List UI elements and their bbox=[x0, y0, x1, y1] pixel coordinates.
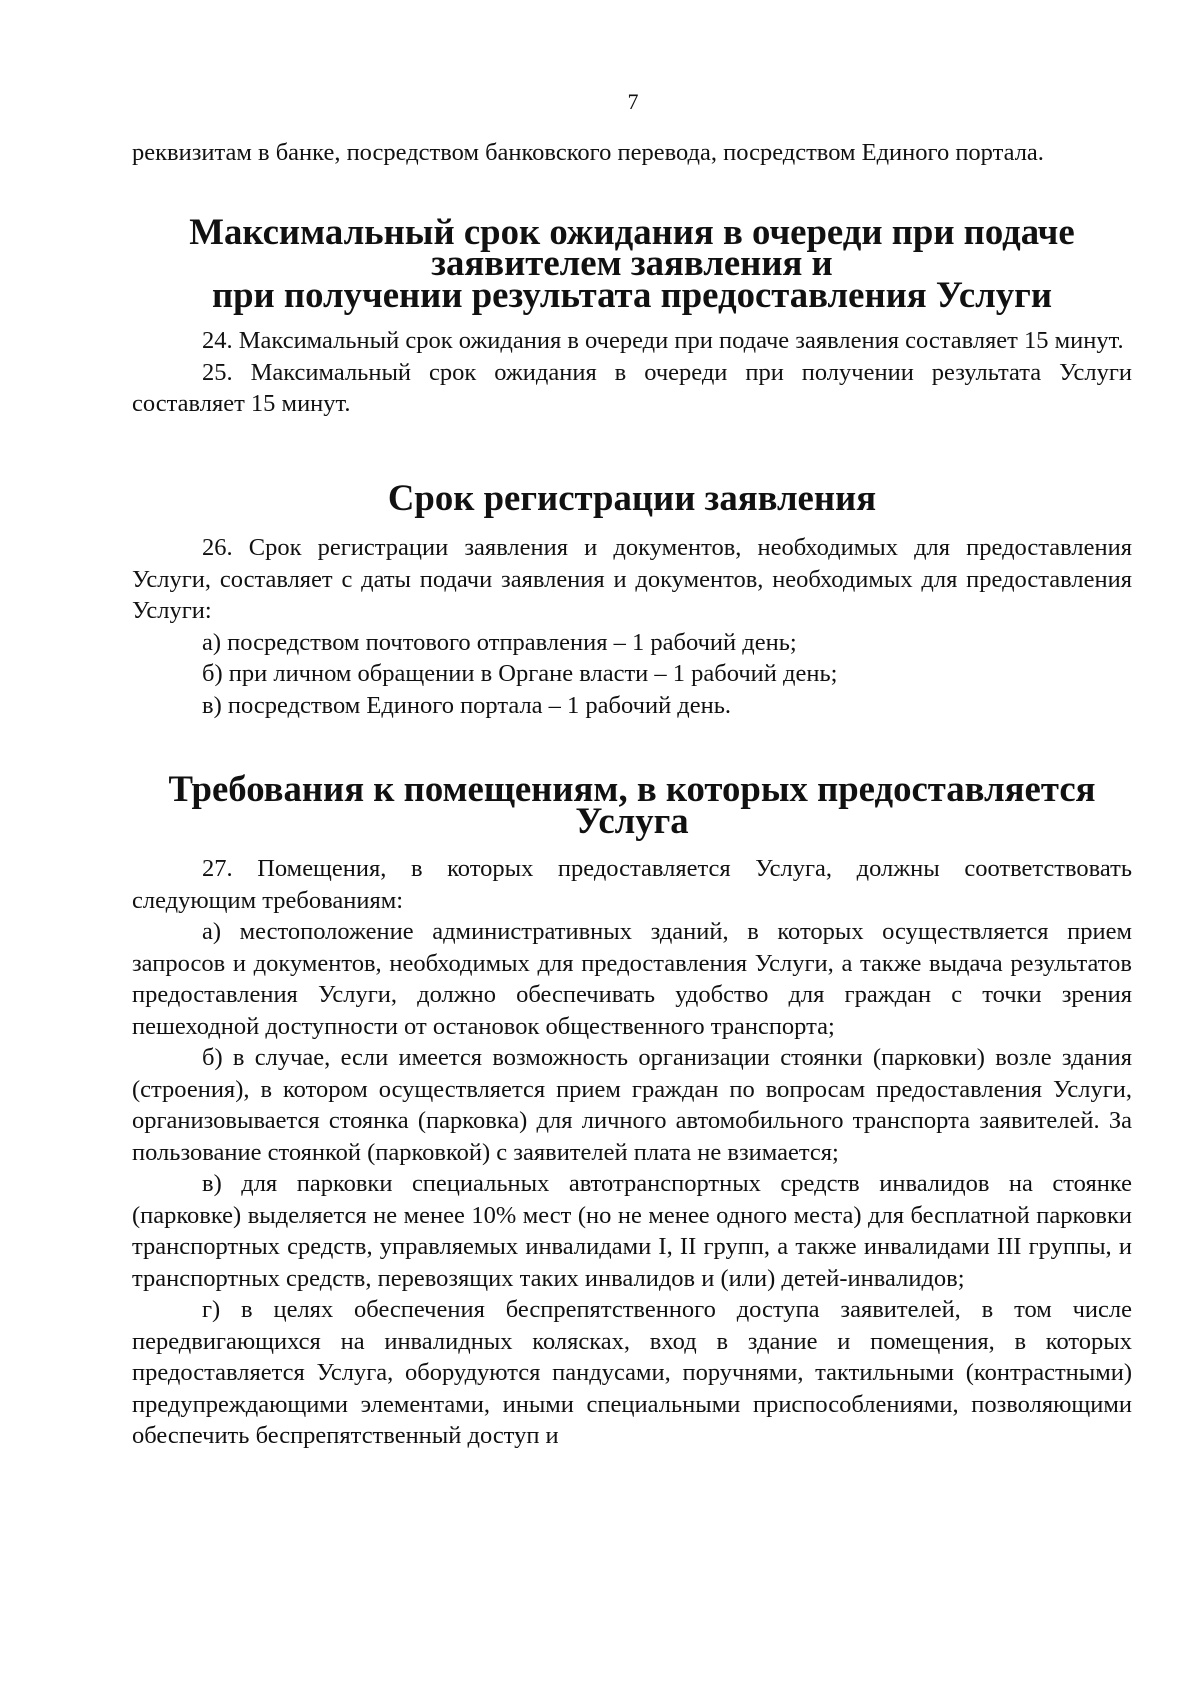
paragraph-27b: б) в случае, если имеется возможность организации стоянки (парковки) возле здания (строения), в котором осуществляется прием граждан по вопросам предоставления Услуги, организовывается стоянка (парковка) для личного автомобильного транспорта заявителей. За пользование стоянкой (парковкой) с заявителей плата не взимается; bbox=[132, 1044, 1132, 1166]
heading-line: Максимальный срок ожидания в очереди при подаче заявителем заявления и bbox=[189, 210, 1075, 283]
paragraph-27: 27. Помещения, в которых предоставляется Услуга, должны соответствовать следующим требованиям: bbox=[132, 855, 1132, 914]
page-number: 7 bbox=[627, 89, 639, 114]
list-item-26a: а) посредством почтового отправления – 1 рабочий день; bbox=[202, 628, 797, 656]
heading-premises-requirements: Требования к помещениям, в которых предоставляется Услуга bbox=[168, 768, 1096, 841]
intro-paragraph: реквизитам в банке, посредством банковского перевода, посредством Единого портала. bbox=[132, 139, 1044, 166]
list-item-26v: в) посредством Единого портала – 1 рабочий день. bbox=[202, 691, 732, 719]
paragraph-25: 25. Максимальный срок ожидания в очереди при получении результата Услуги составляет 15 минут. bbox=[132, 358, 1132, 417]
heading-registration-term: Срок регистрации заявления bbox=[387, 476, 877, 518]
paragraph-24: 24. Максимальный срок ожидания в очереди при подаче заявления составляет 15 минут. bbox=[202, 327, 1124, 354]
document-body bbox=[132, 137, 1132, 1452]
list-item-26b: б) при личном обращении в Органе власти – 1 рабочий день; bbox=[202, 660, 838, 687]
paragraph-27g: г) в целях обеспечения беспрепятственного доступа заявителей, в том числе передвигающихся на инвалидных колясках, вход в здание и помещения, в которых предоставляется Услуга, оборудуются пандусами, поручнями, тактильными (контрастными) предупреждающими элементами, иными специальными приспособлениями, позволяющими обеспечить беспрепятственный доступ и bbox=[132, 1296, 1132, 1449]
paragraph-26: 26. Срок регистрации заявления и документов, необходимых для предоставления Услуги, составляет с даты подачи заявления и документов, необходимых для предоставления Услуги: bbox=[132, 534, 1132, 624]
heading-max-wait-time bbox=[132, 210, 1132, 315]
paragraph-27a: а) местоположение административных зданий, в которых осуществляется прием запросов и документов, необходимых для предоставления Услуги, а также выдача результатов предоставления Услуги, должно обеспечивать удобство для граждан с точки зрения пешеходной доступности от остановок общественного транспорта; bbox=[132, 918, 1132, 1040]
paragraph-27v: в) для парковки специальных автотранспортных средств инвалидов на стоянке (парковке) выделяется не менее 10% мест (но не менее одного места) для бесплатной парковки транспортных средств, управляемых инвалидами I, II групп, а также инвалидами III группы, и транспортных средств, перевозящих таких инвалидов и (или) детей-инвалидов; bbox=[132, 1170, 1132, 1292]
heading-line: при получении результата предоставления Услуги bbox=[211, 273, 1053, 315]
